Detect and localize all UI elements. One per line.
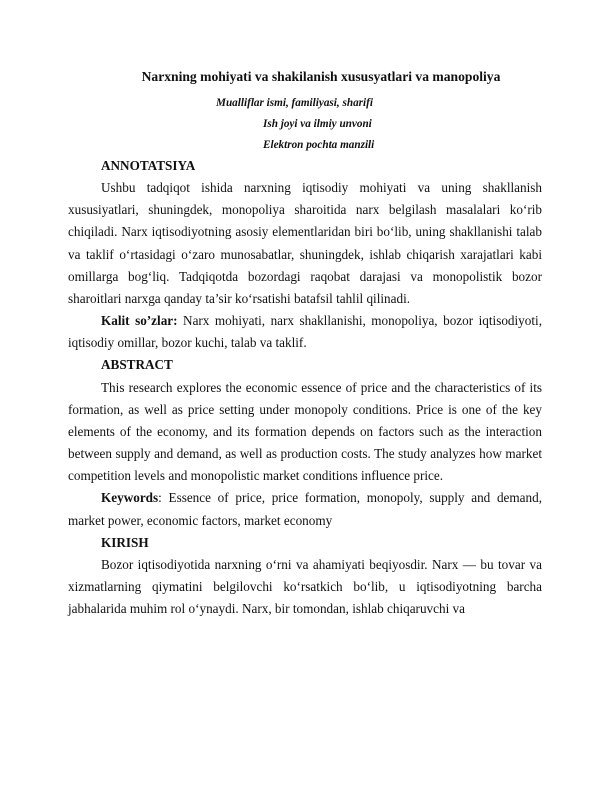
- keywords-text: : Essence of price, price formation, monopoly, supply and demand, market power, economic factors, market economy: [68, 490, 542, 528]
- annotatsiya-heading: ANNOTATSIYA: [101, 158, 196, 173]
- author-names: Mualliflar ismi, familiyasi, sharifi: [216, 97, 373, 109]
- kalit-sozlar-label: Kalit so’zlar:: [101, 313, 178, 329]
- kirish-heading: KIRISH: [101, 534, 149, 550]
- kalit-sozlar-text: Narx mohiyati, narx shakllanishi, monopoliya, bozor iqtisodiyoti, iqtisodiy omillar, bozor kuchi, talab va taklif.: [68, 313, 542, 351]
- paper-body: [68, 155, 542, 620]
- keywords-label: Keywords: [101, 490, 159, 506]
- paper-title: Narxning mohiyati va shakilanish xususyatlari va manopoliya: [141, 69, 501, 84]
- author-email: Elektron pochta manzili: [263, 139, 375, 151]
- keywords-paragraph: [68, 487, 542, 531]
- annotatsiya-text: Ushbu tadqiqot ishida narxning iqtisodiy mohiyati va uning shakllanish xususiyatlari, shuningdek, monopoliya sharoitida narx belgilash masalalari ko‘rib chiqiladi. Narx iqtisodiyotning asosiy elementlaridan biri bo‘lib, uning shakllanishi talab va taklif o‘rtasidagi o‘zaro munosabatlar, shuningdek, ishlab chiqarish xarajatlari kabi omillarga bog‘liq. Tadqiqotda bozordagi raqobat darajasi va monopolistik bozor sharoitlari narxga qanday ta’sir ko‘rsatishi batafsil tahlil qilinadi.: [68, 180, 542, 306]
- abstract-text: This research explores the economic essence of price and the characteristics of its formation, as well as price setting under monopoly conditions. Price is one of the key elements of the economy, and its formation depends on factors such as the interaction between supply and demand, as well as production costs. The study analyzes how market competition levels and monopolistic market conditions influence price.: [68, 379, 542, 484]
- author-affiliation: Ish joyi va ilmiy unvoni: [263, 118, 372, 130]
- kirish-text: Bozor iqtisodiyotida narxning o‘rni va ahamiyati beqiyosdir. Narx — bu tovar va xizmatlarning qiymatini belgilovchi ko‘rsatkich bo‘lib, u iqtisodiyotning barcha jabhalarida muhim rol o‘ynaydi. Narx, bir tomondan, ishlab chiqaruvchi va: [68, 556, 542, 617]
- kalit-sozlar-paragraph: [68, 310, 542, 354]
- abstract-heading: ABSTRACT: [101, 357, 173, 373]
